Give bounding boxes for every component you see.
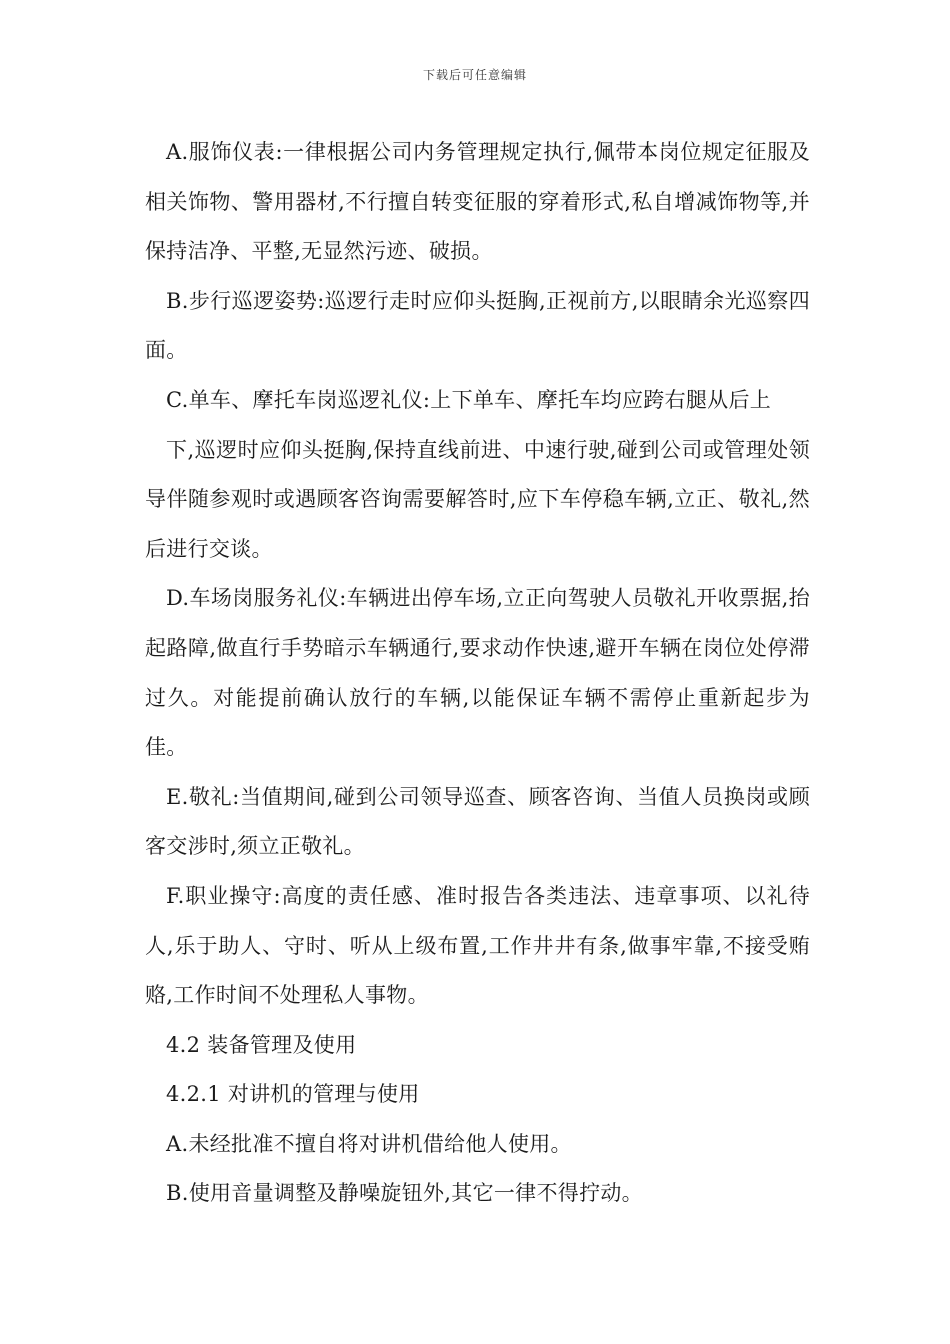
document-body xyxy=(145,128,810,1219)
radio-rule-a: A.未经批准不擅自将对讲机借给他人使用。 xyxy=(166,1131,572,1156)
paragraph-bike-patrol-cont: 下,巡逻时应仰头挺胸,保持直线前进、中速行驶,碰到公司或管理处领导伴随参观时或遇顾客咨询需要解答时,应下车停稳车辆,立正、敬礼,然后进行交谈。 xyxy=(145,437,810,561)
radio-rule-b: B.使用音量调整及静噪旋钮外,其它一律不得拧动。 xyxy=(166,1181,643,1206)
section-heading-radio: 4.2.1 对讲机的管理与使用 xyxy=(166,1082,420,1107)
paragraph-salute: E.敬礼:当值期间,碰到公司领导巡查、顾客咨询、当值人员换岗或顾客交涉时,须立正敬礼。 xyxy=(145,784,810,859)
section-heading-equipment: 4.2 装备管理及使用 xyxy=(166,1032,357,1057)
paragraph-patrol-posture: B.步行巡逻姿势:巡逻行走时应仰头挺胸,正视前方,以眼睛余光巡察四面。 xyxy=(145,288,810,363)
paragraph-dress-code: A.服饰仪表:一律根据公司内务管理规定执行,佩带本岗位规定征服及相关饰物、警用器材,不行擅自转变征服的穿着形式,私自增减饰物等,并保持洁净、平整,无显然污迹、破损。 xyxy=(145,140,810,264)
paragraph-bike-patrol-line1: C.单车、摩托车岗巡逻礼仪:上下单车、摩托车均应跨右腿从后上 xyxy=(166,387,772,412)
page-header: 下载后可任意编辑 xyxy=(422,68,527,82)
paragraph-parking-etiquette: D.车场岗服务礼仪:车辆进出停车场,立正向驾驶人员敬礼开收票据,抬起路障,做直行手势暗示车辆通行,要求动作快速,避开车辆在岗位处停滞过久。对能提前确认放行的车辆,以能保证车辆不需停止重新起步为佳。 xyxy=(145,586,810,760)
paragraph-professional-ethics: F.职业操守:高度的责任感、准时报告各类违法、违章事项、以礼待人,乐于助人、守时、听从上级布置,工作井井有条,做事牢靠,不接受贿赂,工作时间不处理私人事物。 xyxy=(145,883,810,1008)
